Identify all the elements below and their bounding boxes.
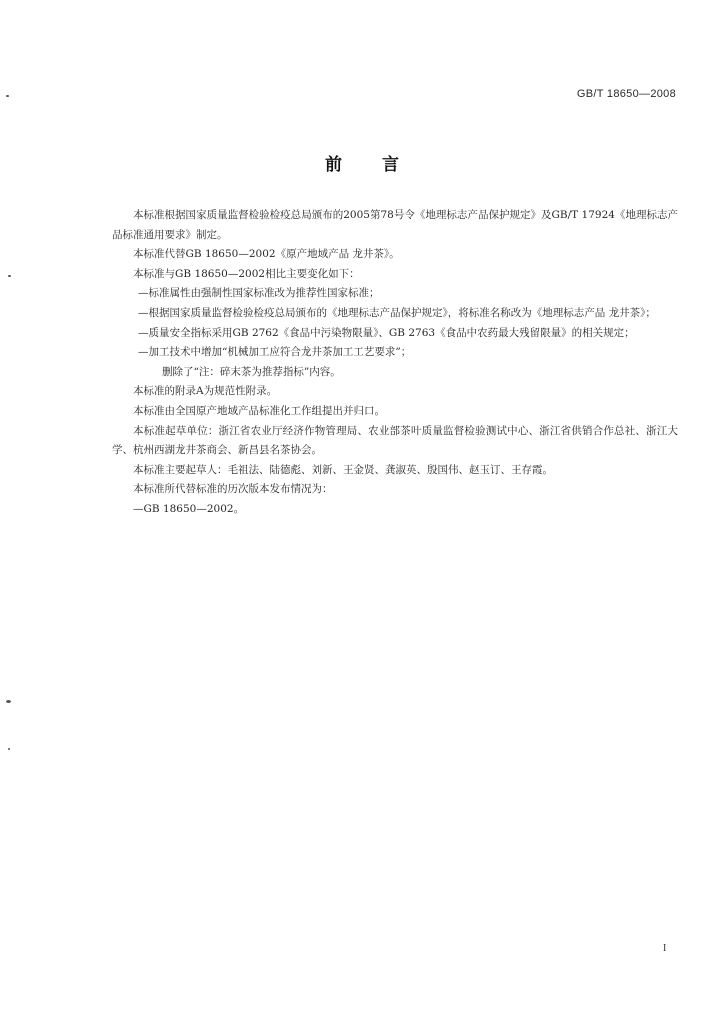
change-item-deleted-note: 删除了“注：碎末茶为推荐指标”内容。 (162, 365, 341, 378)
page-title: 前言 (325, 155, 439, 175)
paragraph-drafting-units: 本标准起草单位：浙江省农业厅经济作物管理局、农业部茶叶质量监督检验测试中心、浙江省供销合作总社、浙江大学、杭州西湖龙井茶商会、新昌县名茶协会。 (112, 424, 678, 457)
page-number: I (663, 943, 667, 954)
standard-code-header: GB/T 18650—2008 (576, 88, 676, 100)
paragraph-changes-intro: 本标准与GB 18650—2002相比主要变化如下： (133, 267, 360, 280)
paragraph-history-intro: 本标准所代替标准的历次版本发布情况为： (133, 483, 333, 496)
paragraph-replaces: 本标准代替GB 18650—2002《原产地域产品 龙井茶》。 (133, 248, 400, 261)
scan-speck (8, 275, 11, 277)
paragraph-drafters: 本标准主要起草人：毛祖法、陆德彪、刘新、王金贤、龚淑英、殷国伟、赵玉订、王存霞。 (133, 463, 553, 476)
paragraph-basis: 本标准根据国家质量监督检验检疫总局颁布的2005第78号令《地理标志产品保护规定》及GB/T 17924《地理标志产品标准通用要求》制定。 (112, 209, 678, 241)
foreword-body (112, 206, 678, 520)
change-item-processing: —加工技术中增加“机械加工应符合龙井茶加工工艺要求”； (138, 346, 412, 359)
scan-speck (6, 95, 9, 97)
paragraph-proposer: 本标准由全国原产地域产品标准化工作组提出并归口。 (133, 404, 385, 417)
change-item-attribute: —标准属性由强制性国家标准改为推荐性国家标准； (138, 287, 380, 300)
scan-speck (6, 700, 11, 703)
change-item-safety: —质量安全指标采用GB 2762《食品中污染物限量》、GB 2763《食品中农药最大残留限量》的相关规定； (138, 326, 635, 339)
paragraph-appendix: 本标准的附录A为规范性附录。 (133, 385, 278, 398)
scan-speck (8, 748, 10, 750)
history-item: —GB 18650—2002。 (133, 502, 245, 515)
change-item-name: —根据国家质量监督检验检疫总局颁布的《地理标志产品保护规定》，将标准名称改为《地理标志产品 龙井茶》； (138, 306, 656, 319)
